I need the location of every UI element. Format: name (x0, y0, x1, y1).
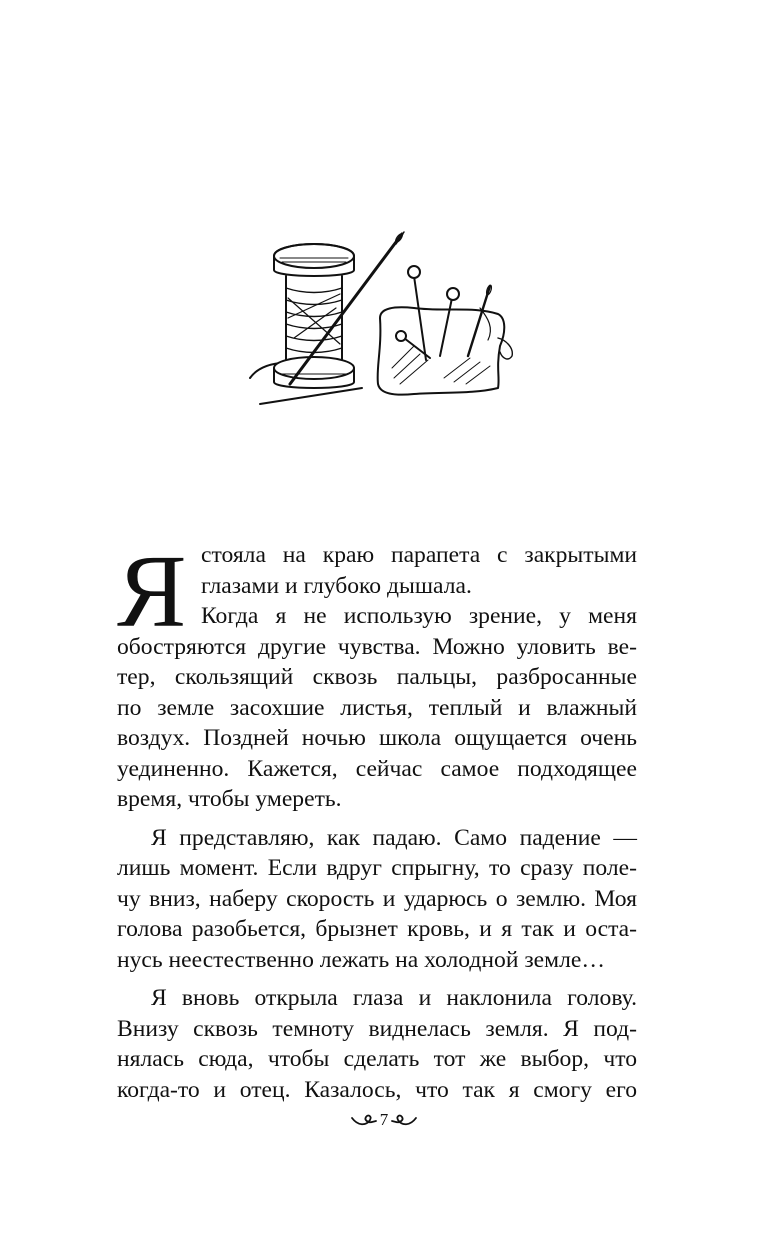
text-line: Когда я не использую зрение, у меня (201, 603, 637, 629)
text-line: уединенно. Кажется, сейчас самое подходящее (117, 755, 637, 782)
text-line: воздух. Поздней ночью школа ощущается очень (117, 725, 637, 751)
swirl-right-icon (390, 1112, 418, 1128)
text-line: по земле засохшие листья, теплый и влажный (117, 694, 637, 721)
text-line: обостряются другие чувства. Можно уловить ве- (117, 633, 637, 660)
text-line: глазами и глубоко дышала. (201, 572, 472, 599)
text-line: лишь момент. Если вдруг спрыгну, то сразу поле- (117, 855, 637, 881)
text-line: голова разобьется, брызнет кровь, и я так и оста- (117, 916, 637, 942)
text-line: чу вниз, наберу скорость и ударюсь о землю. Моя (117, 885, 637, 912)
text-line: время, чтобы умереть. (117, 786, 342, 812)
text-line: тер, скользящий сквозь пальцы, разбросанные (117, 664, 637, 690)
text-line: нялась сюда, чтобы сделать тот же выбор, что (117, 1046, 637, 1072)
paragraph-2 (117, 601, 637, 815)
text-line: Внизу сквозь темноту виднелась земля. Я под- (117, 1015, 637, 1042)
text-line: стояла на краю парапета с закрытыми (201, 542, 637, 568)
text-line: когда-то и отец. Казалось, что так я смогу его (117, 1076, 637, 1103)
page-number-footer (334, 1105, 434, 1135)
text-line: Я представляю, как падаю. Само падение — (151, 824, 637, 851)
page-number: 7 (379, 1110, 389, 1129)
spool-needle-pincushion-icon (244, 228, 524, 410)
paragraph-3 (117, 823, 637, 976)
paragraph-4 (117, 983, 637, 1105)
swirl-left-icon (350, 1112, 378, 1128)
text-line: Я вновь открыла глаза и наклонила голову. (151, 985, 637, 1011)
drop-cap: Я (117, 534, 187, 649)
body-text (117, 534, 637, 1105)
text-line: нусь неестественно лежать на холодной земле… (117, 946, 605, 973)
